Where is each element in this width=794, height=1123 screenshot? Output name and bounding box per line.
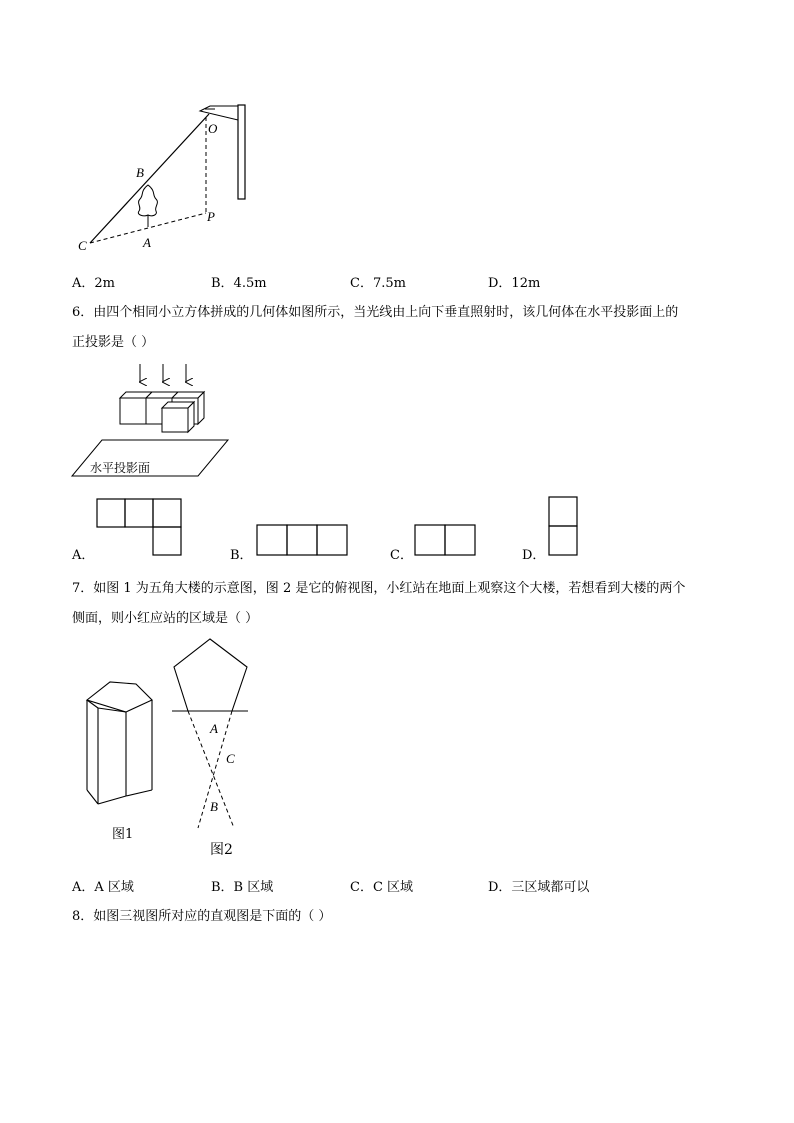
- q5-option-d[interactable]: D．12m: [488, 276, 541, 291]
- q6-figure: [70, 362, 240, 482]
- q6-option-d[interactable]: D．: [522, 548, 546, 563]
- q6-option-d-figure[interactable]: [548, 496, 580, 558]
- q7-option-d[interactable]: D．三区域都可以: [488, 880, 590, 895]
- q5-label-c: C: [78, 238, 87, 253]
- q6-option-b-figure[interactable]: [256, 524, 348, 558]
- q6-stem-line1: 6．由四个相同小立方体拼成的几何体如图所示，当光线由上向下垂直照射时，该几何体在水平投影面上的: [72, 305, 679, 320]
- q7-option-c[interactable]: C．C 区域: [350, 880, 414, 895]
- q7-figure2: [168, 634, 258, 834]
- q5-option-a[interactable]: A．2m: [72, 276, 115, 291]
- q7-stem-line1: 7．如图 1 为五角大楼的示意图，图 2 是它的俯视图，小红站在地面上观察这个大楼，若想看到大楼的两个: [72, 581, 686, 596]
- q7-option-a[interactable]: A．A 区域: [72, 880, 134, 895]
- q5-label-p: P: [207, 209, 215, 224]
- q6-option-c-figure[interactable]: [414, 524, 478, 558]
- q7-region-a: A: [210, 721, 218, 736]
- q5-label-a: A: [143, 235, 151, 250]
- q5-option-b[interactable]: B．4.5m: [211, 276, 267, 291]
- q6-option-a-figure[interactable]: [96, 498, 186, 558]
- q6-plane-label: 水平投影面: [90, 461, 151, 475]
- q6-option-a[interactable]: A．: [72, 548, 95, 563]
- q7-stem-line2: 侧面，则小红应站的区域是（ ）: [72, 611, 259, 626]
- q5-option-c[interactable]: C．7.5m: [350, 276, 406, 291]
- q7-fig2-label: 图2: [210, 842, 233, 858]
- q8-stem-line1: 8．如图三视图所对应的直观图是下面的（ ）: [72, 909, 332, 924]
- q7-figure1: [84, 678, 160, 810]
- q7-option-b[interactable]: B．B 区域: [211, 880, 274, 895]
- q5-label-o: O: [208, 121, 218, 136]
- q5-figure: [70, 95, 270, 265]
- q6-option-c[interactable]: C．: [390, 548, 413, 563]
- q5-label-b: B: [136, 165, 144, 180]
- q7-region-c: C: [226, 751, 235, 766]
- q7-region-b: B: [210, 799, 218, 814]
- q6-option-b[interactable]: B．: [230, 548, 253, 563]
- q6-stem-line2: 正投影是（ ）: [72, 335, 155, 350]
- q7-fig1-label: 图1: [112, 827, 134, 842]
